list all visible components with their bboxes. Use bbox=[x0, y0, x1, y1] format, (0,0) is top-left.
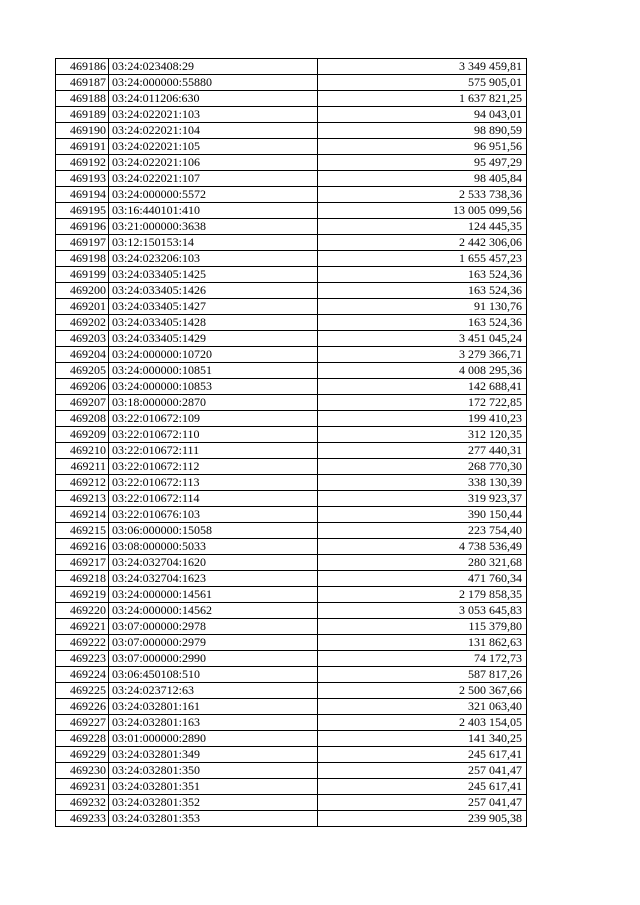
row-number-cell: 469226 bbox=[56, 699, 109, 715]
table-row bbox=[56, 283, 527, 299]
table-row bbox=[56, 331, 527, 347]
row-number-cell: 469228 bbox=[56, 731, 109, 747]
row-number-cell: 469207 bbox=[56, 395, 109, 411]
cadastral-number-cell: 03:07:000000:2990 bbox=[109, 651, 318, 667]
cadastral-number-cell: 03:24:033405:1428 bbox=[109, 315, 318, 331]
row-number-cell: 469222 bbox=[56, 635, 109, 651]
amount-cell: 98 890,59 bbox=[318, 123, 527, 139]
cadastral-number-cell: 03:24:032801:353 bbox=[109, 811, 318, 827]
row-number-cell: 469211 bbox=[56, 459, 109, 475]
cadastral-number-cell: 03:24:033405:1427 bbox=[109, 299, 318, 315]
cadastral-number-cell: 03:24:032801:349 bbox=[109, 747, 318, 763]
cadastral-number-cell: 03:24:023408:29 bbox=[109, 59, 318, 75]
row-number-cell: 469230 bbox=[56, 763, 109, 779]
table-row bbox=[56, 171, 527, 187]
row-number-cell: 469214 bbox=[56, 507, 109, 523]
amount-cell: 245 617,41 bbox=[318, 747, 527, 763]
row-number-cell: 469187 bbox=[56, 75, 109, 91]
table-row bbox=[56, 459, 527, 475]
table-row bbox=[56, 747, 527, 763]
amount-cell: 575 905,01 bbox=[318, 75, 527, 91]
cadastral-number-cell: 03:07:000000:2978 bbox=[109, 619, 318, 635]
amount-cell: 74 172,73 bbox=[318, 651, 527, 667]
amount-cell: 3 349 459,81 bbox=[318, 59, 527, 75]
table-row bbox=[56, 699, 527, 715]
row-number-cell: 469217 bbox=[56, 555, 109, 571]
row-number-cell: 469203 bbox=[56, 331, 109, 347]
table-row bbox=[56, 363, 527, 379]
amount-cell: 163 524,36 bbox=[318, 267, 527, 283]
amount-cell: 163 524,36 bbox=[318, 283, 527, 299]
amount-cell: 223 754,40 bbox=[318, 523, 527, 539]
cadastral-number-cell: 03:24:032704:1623 bbox=[109, 571, 318, 587]
cadastral-number-cell: 03:06:450108:510 bbox=[109, 667, 318, 683]
cadastral-number-cell: 03:21:000000:3638 bbox=[109, 219, 318, 235]
cadastral-number-cell: 03:24:000000:10720 bbox=[109, 347, 318, 363]
cadastral-number-cell: 03:16:440101:410 bbox=[109, 203, 318, 219]
amount-cell: 338 130,39 bbox=[318, 475, 527, 491]
table-row bbox=[56, 539, 527, 555]
row-number-cell: 469208 bbox=[56, 411, 109, 427]
table-row bbox=[56, 219, 527, 235]
row-number-cell: 469233 bbox=[56, 811, 109, 827]
cadastral-number-cell: 03:24:022021:106 bbox=[109, 155, 318, 171]
table-row bbox=[56, 603, 527, 619]
table-row bbox=[56, 523, 527, 539]
cadastral-number-cell: 03:01:000000:2890 bbox=[109, 731, 318, 747]
table-row bbox=[56, 155, 527, 171]
amount-cell: 1 655 457,23 bbox=[318, 251, 527, 267]
table-row bbox=[56, 203, 527, 219]
table-row bbox=[56, 555, 527, 571]
cadastral-number-cell: 03:24:022021:103 bbox=[109, 107, 318, 123]
table-row bbox=[56, 619, 527, 635]
row-number-cell: 469197 bbox=[56, 235, 109, 251]
row-number-cell: 469218 bbox=[56, 571, 109, 587]
row-number-cell: 469216 bbox=[56, 539, 109, 555]
cadastral-number-cell: 03:24:022021:107 bbox=[109, 171, 318, 187]
row-number-cell: 469195 bbox=[56, 203, 109, 219]
table-row bbox=[56, 395, 527, 411]
table-row bbox=[56, 507, 527, 523]
table-row bbox=[56, 491, 527, 507]
cadastral-number-cell: 03:24:032801:350 bbox=[109, 763, 318, 779]
cadastral-number-cell: 03:22:010672:110 bbox=[109, 427, 318, 443]
cadastral-number-cell: 03:24:000000:10853 bbox=[109, 379, 318, 395]
row-number-cell: 469196 bbox=[56, 219, 109, 235]
amount-cell: 3 053 645,83 bbox=[318, 603, 527, 619]
row-number-cell: 469231 bbox=[56, 779, 109, 795]
cadastral-number-cell: 03:24:032801:352 bbox=[109, 795, 318, 811]
table-row bbox=[56, 443, 527, 459]
amount-cell: 280 321,68 bbox=[318, 555, 527, 571]
amount-cell: 2 500 367,66 bbox=[318, 683, 527, 699]
amount-cell: 163 524,36 bbox=[318, 315, 527, 331]
amount-cell: 319 923,37 bbox=[318, 491, 527, 507]
row-number-cell: 469215 bbox=[56, 523, 109, 539]
table-row bbox=[56, 667, 527, 683]
amount-cell: 96 951,56 bbox=[318, 139, 527, 155]
amount-cell: 2 179 858,35 bbox=[318, 587, 527, 603]
table-row bbox=[56, 75, 527, 91]
amount-cell: 172 722,85 bbox=[318, 395, 527, 411]
amount-cell: 4 738 536,49 bbox=[318, 539, 527, 555]
amount-cell: 141 340,25 bbox=[318, 731, 527, 747]
table-row bbox=[56, 267, 527, 283]
table-row bbox=[56, 299, 527, 315]
cadastral-number-cell: 03:06:000000:15058 bbox=[109, 523, 318, 539]
row-number-cell: 469210 bbox=[56, 443, 109, 459]
cadastral-number-cell: 03:22:010672:111 bbox=[109, 443, 318, 459]
row-number-cell: 469194 bbox=[56, 187, 109, 203]
cadastral-number-cell: 03:07:000000:2979 bbox=[109, 635, 318, 651]
cadastral-number-cell: 03:24:033405:1429 bbox=[109, 331, 318, 347]
amount-cell: 4 008 295,36 bbox=[318, 363, 527, 379]
row-number-cell: 469213 bbox=[56, 491, 109, 507]
cadastral-number-cell: 03:24:032801:163 bbox=[109, 715, 318, 731]
row-number-cell: 469219 bbox=[56, 587, 109, 603]
table-row bbox=[56, 235, 527, 251]
row-number-cell: 469223 bbox=[56, 651, 109, 667]
table-row bbox=[56, 763, 527, 779]
table-row bbox=[56, 635, 527, 651]
amount-cell: 2 403 154,05 bbox=[318, 715, 527, 731]
amount-cell: 321 063,40 bbox=[318, 699, 527, 715]
table-row bbox=[56, 315, 527, 331]
amount-cell: 390 150,44 bbox=[318, 507, 527, 523]
cadastral-number-cell: 03:22:010672:112 bbox=[109, 459, 318, 475]
cadastral-number-cell: 03:18:000000:2870 bbox=[109, 395, 318, 411]
table-row bbox=[56, 475, 527, 491]
cadastral-number-cell: 03:12:150153:14 bbox=[109, 235, 318, 251]
registry-table bbox=[55, 58, 527, 827]
row-number-cell: 469190 bbox=[56, 123, 109, 139]
amount-cell: 245 617,41 bbox=[318, 779, 527, 795]
cadastral-number-cell: 03:24:011206:630 bbox=[109, 91, 318, 107]
row-number-cell: 469205 bbox=[56, 363, 109, 379]
cadastral-number-cell: 03:24:023712:63 bbox=[109, 683, 318, 699]
table-row bbox=[56, 59, 527, 75]
table-row bbox=[56, 795, 527, 811]
table-row bbox=[56, 571, 527, 587]
cadastral-number-cell: 03:08:000000:5033 bbox=[109, 539, 318, 555]
amount-cell: 3 451 045,24 bbox=[318, 331, 527, 347]
amount-cell: 471 760,34 bbox=[318, 571, 527, 587]
amount-cell: 94 043,01 bbox=[318, 107, 527, 123]
table-row bbox=[56, 811, 527, 827]
table-row bbox=[56, 411, 527, 427]
cadastral-number-cell: 03:24:000000:14561 bbox=[109, 587, 318, 603]
row-number-cell: 469191 bbox=[56, 139, 109, 155]
row-number-cell: 469209 bbox=[56, 427, 109, 443]
cadastral-number-cell: 03:24:000000:5572 bbox=[109, 187, 318, 203]
row-number-cell: 469224 bbox=[56, 667, 109, 683]
row-number-cell: 469206 bbox=[56, 379, 109, 395]
row-number-cell: 469188 bbox=[56, 91, 109, 107]
amount-cell: 257 041,47 bbox=[318, 795, 527, 811]
cadastral-number-cell: 03:24:032801:351 bbox=[109, 779, 318, 795]
amount-cell: 268 770,30 bbox=[318, 459, 527, 475]
amount-cell: 587 817,26 bbox=[318, 667, 527, 683]
amount-cell: 142 688,41 bbox=[318, 379, 527, 395]
amount-cell: 98 405,84 bbox=[318, 171, 527, 187]
amount-cell: 199 410,23 bbox=[318, 411, 527, 427]
table-row bbox=[56, 139, 527, 155]
row-number-cell: 469192 bbox=[56, 155, 109, 171]
amount-cell: 124 445,35 bbox=[318, 219, 527, 235]
cadastral-number-cell: 03:24:033405:1425 bbox=[109, 267, 318, 283]
row-number-cell: 469193 bbox=[56, 171, 109, 187]
cadastral-number-cell: 03:24:000000:14562 bbox=[109, 603, 318, 619]
table-row bbox=[56, 779, 527, 795]
table-row bbox=[56, 91, 527, 107]
amount-cell: 277 440,31 bbox=[318, 443, 527, 459]
table-row bbox=[56, 251, 527, 267]
row-number-cell: 469220 bbox=[56, 603, 109, 619]
row-number-cell: 469227 bbox=[56, 715, 109, 731]
amount-cell: 257 041,47 bbox=[318, 763, 527, 779]
row-number-cell: 469198 bbox=[56, 251, 109, 267]
table-row bbox=[56, 187, 527, 203]
amount-cell: 131 862,63 bbox=[318, 635, 527, 651]
cadastral-number-cell: 03:24:000000:10851 bbox=[109, 363, 318, 379]
table-row bbox=[56, 379, 527, 395]
row-number-cell: 469204 bbox=[56, 347, 109, 363]
amount-cell: 3 279 366,71 bbox=[318, 347, 527, 363]
amount-cell: 1 637 821,25 bbox=[318, 91, 527, 107]
cadastral-number-cell: 03:22:010672:109 bbox=[109, 411, 318, 427]
amount-cell: 91 130,76 bbox=[318, 299, 527, 315]
row-number-cell: 469189 bbox=[56, 107, 109, 123]
table-row bbox=[56, 683, 527, 699]
row-number-cell: 469212 bbox=[56, 475, 109, 491]
amount-cell: 13 005 099,56 bbox=[318, 203, 527, 219]
row-number-cell: 469186 bbox=[56, 59, 109, 75]
table-row bbox=[56, 123, 527, 139]
cadastral-number-cell: 03:24:022021:104 bbox=[109, 123, 318, 139]
row-number-cell: 469229 bbox=[56, 747, 109, 763]
row-number-cell: 469232 bbox=[56, 795, 109, 811]
table-row bbox=[56, 347, 527, 363]
cadastral-number-cell: 03:24:032801:161 bbox=[109, 699, 318, 715]
amount-cell: 2 533 738,36 bbox=[318, 187, 527, 203]
cadastral-number-cell: 03:22:010676:103 bbox=[109, 507, 318, 523]
cadastral-number-cell: 03:24:022021:105 bbox=[109, 139, 318, 155]
cadastral-number-cell: 03:24:033405:1426 bbox=[109, 283, 318, 299]
table-row bbox=[56, 107, 527, 123]
cadastral-number-cell: 03:24:000000:55880 bbox=[109, 75, 318, 91]
table-row bbox=[56, 587, 527, 603]
table-row bbox=[56, 715, 527, 731]
amount-cell: 95 497,29 bbox=[318, 155, 527, 171]
cadastral-number-cell: 03:22:010672:113 bbox=[109, 475, 318, 491]
registry-table-body bbox=[56, 59, 527, 827]
amount-cell: 312 120,35 bbox=[318, 427, 527, 443]
row-number-cell: 469200 bbox=[56, 283, 109, 299]
amount-cell: 115 379,80 bbox=[318, 619, 527, 635]
row-number-cell: 469221 bbox=[56, 619, 109, 635]
row-number-cell: 469199 bbox=[56, 267, 109, 283]
row-number-cell: 469202 bbox=[56, 315, 109, 331]
cadastral-number-cell: 03:24:023206:103 bbox=[109, 251, 318, 267]
table-row bbox=[56, 651, 527, 667]
cadastral-number-cell: 03:24:032704:1620 bbox=[109, 555, 318, 571]
table-row bbox=[56, 427, 527, 443]
amount-cell: 239 905,38 bbox=[318, 811, 527, 827]
cadastral-number-cell: 03:22:010672:114 bbox=[109, 491, 318, 507]
table-row bbox=[56, 731, 527, 747]
row-number-cell: 469201 bbox=[56, 299, 109, 315]
row-number-cell: 469225 bbox=[56, 683, 109, 699]
amount-cell: 2 442 306,06 bbox=[318, 235, 527, 251]
